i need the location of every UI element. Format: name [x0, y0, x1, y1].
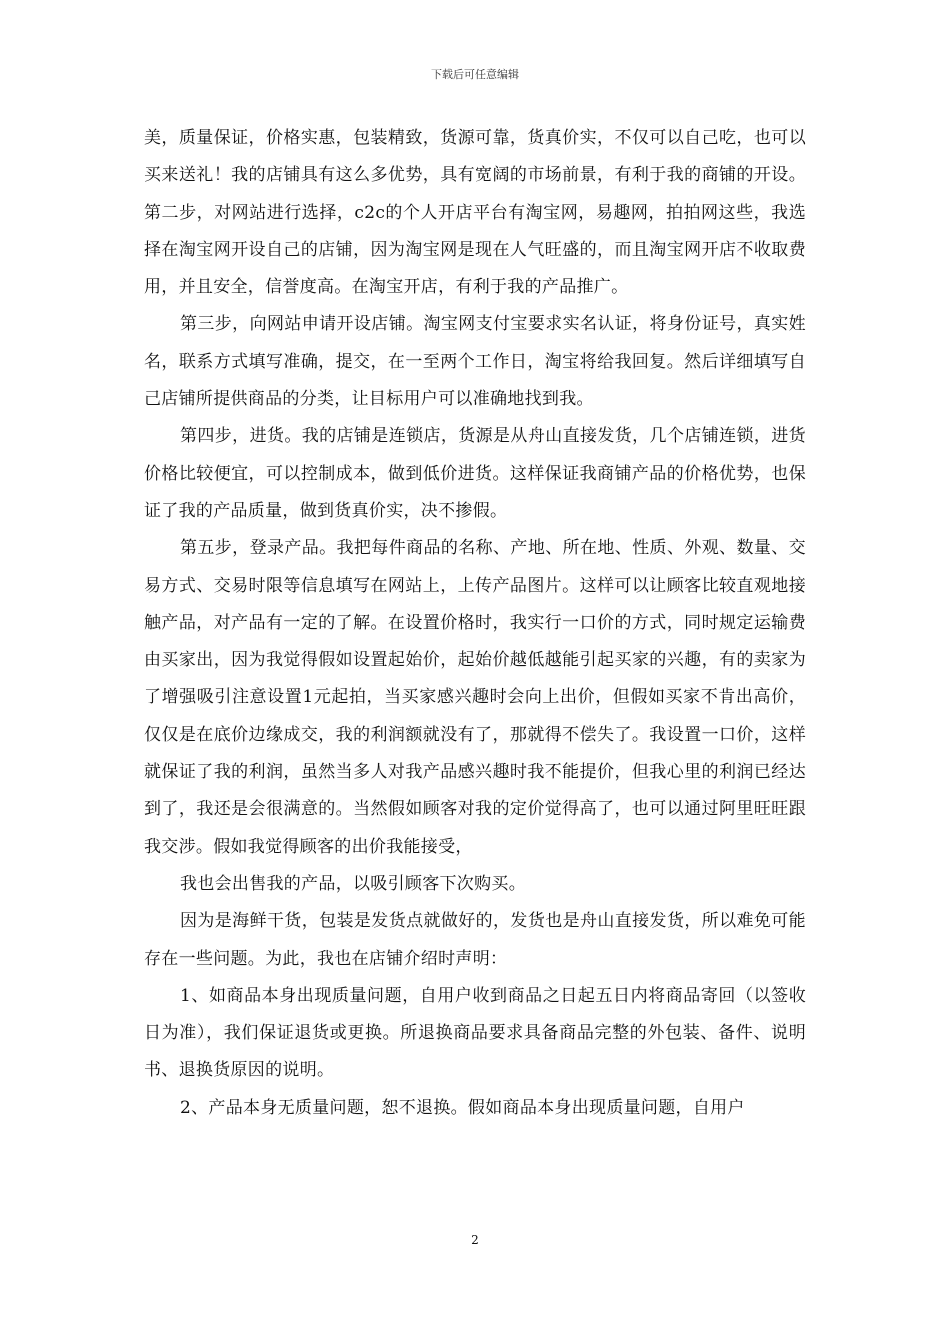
paragraph: 因为是海鲜干货，包装是发货点就做好的，发货也是舟山直接发货，所以难免可能存在一些问题。为此，我也在店铺介绍时声明： — [144, 911, 806, 969]
page-header: 下载后可任意编辑 — [431, 68, 519, 81]
paragraph: 第五步，登录产品。我把每件商品的名称、产地、所在地、性质、外观、数量、交易方式、交易时限等信息填写在网站上，上传产品图片。这样可以让顾客比较直观地接触产品，对产品有一定的了解。在设置价格时，我实行一口价的方式，同时规定运输费由买家出，因为我觉得假如设置起始价，起始价越低越能引起买家的兴趣，有的卖家为了增强吸引注意设置1元起拍，当买家感兴趣时会向上出价，但假如买家不肯出高价，仅仅是在底价边缘成交，我的利润额就没有了，那就得不偿失了。我设置一口价，这样就保证了我的利润，虽然当多人对我产品感兴趣时我不能提价，但我心里的利润已经达到了，我还是会很满意的。当然假如顾客对我的定价觉得高了，也可以通过阿里旺旺跟我交涉。假如我觉得顾客的出价我能接受， — [144, 538, 806, 857]
document-body — [144, 120, 806, 1127]
paragraph: 2、产品本身无质量问题，恕不退换。假如商品本身出现质量问题，自用户 — [180, 1097, 745, 1118]
paragraph: 1、如商品本身出现质量问题，自用户收到商品之日起五日内将商品寄回（以签收日为准），我们保证退货或更换。所退换商品要求具备商品完整的外包装、备件、说明书、退换货原因的说明。 — [144, 985, 806, 1081]
paragraph: 美，质量保证，价格实惠，包装精致，货源可靠，货真价实，不仅可以自己吃，也可以买来送礼！我的店铺具有这么多优势，具有宽阔的市场前景，有利于我的商铺的开设。第二步，对网站进行选择，c2c的个人开店平台有淘宝网，易趣网，拍拍网这些，我选择在淘宝网开设自己的店铺，因为淘宝网是现在人气旺盛的，而且淘宝网开店不收取费用，并且安全，信誉度高。在淘宝开店，有利于我的产品推广。 — [144, 128, 806, 298]
paragraph: 我也会出售我的产品，以吸引顾客下次购买。 — [180, 873, 526, 894]
paragraph: 第三步，向网站申请开设店铺。淘宝网支付宝要求实名认证，将身份证号，真实姓名，联系方式填写准确，提交，在一至两个工作日，淘宝将给我回复。然后详细填写自己店铺所提供商品的分类，让目标用户可以准确地找到我。 — [144, 314, 806, 410]
page-number: 2 — [471, 1233, 479, 1247]
paragraph: 第四步，进货。我的店铺是连锁店，货源是从舟山直接发货，几个店铺连锁，进货价格比较便宜，可以控制成本，做到低价进货。这样保证我商铺产品的价格优势，也保证了我的产品质量，做到货真价实，决不掺假。 — [144, 426, 806, 521]
